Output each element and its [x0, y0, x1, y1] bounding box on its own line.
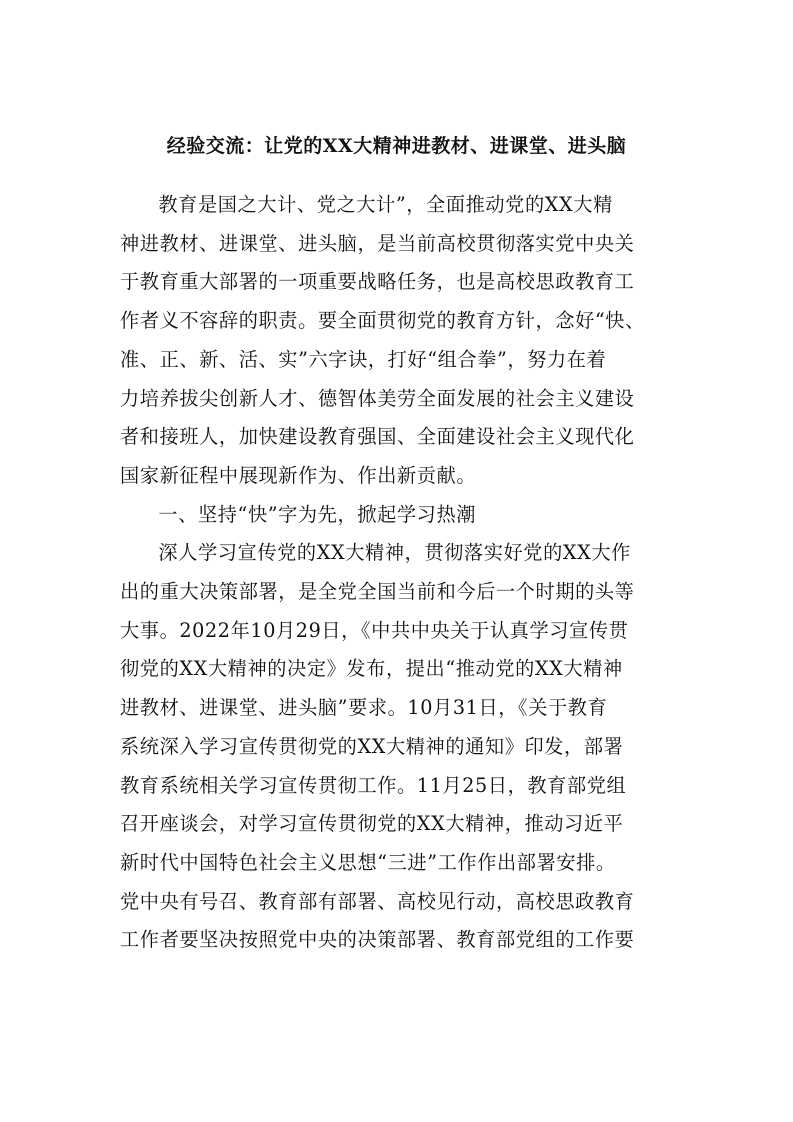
text-line: 工作者要坚决按照党中央的决策部署、教育部党组的工作要	[120, 928, 635, 952]
text-line: 召开座谈会，对学习宣传贯彻党的XX大精神，推动习近平	[120, 812, 624, 836]
text-line: 国家新征程中展现新作为、作出新贡献。	[120, 463, 477, 487]
document-title: 经验交流：让党的XX大精神进教材、进课堂、进头脑	[166, 135, 627, 157]
text-line: 深人学习宣传党的XX大精神，贯彻落实好党的XX大作	[158, 541, 631, 565]
text-line: 大事。2022年10月29日，《中共中央关于认真学习宣传贯	[120, 618, 629, 642]
text-line: 系统深入学习宣传贯彻党的XX大精神的通知》印发，部署	[120, 734, 624, 758]
text-line: 神进教材、进课堂、进头脑，是当前高校贯彻落实党中央关	[120, 231, 635, 255]
text-line: 彻党的XX大精神的决定》发布，提出“推动党的XX大精神	[120, 657, 623, 681]
text-line: 新时代中国特色社会主义思想“三进”工作作出部署安排。	[120, 850, 616, 874]
paragraph-section-one	[120, 534, 680, 960]
text-line: 准、正、新、活、实”六字诀，打好“组合拳”，努力在着	[120, 347, 607, 371]
section-heading-text: 一、坚持“快”字为先，掀起学习热潮	[158, 502, 477, 526]
text-line: 作者义不容辞的职责。要全面贯彻党的教育方针，念好“快、	[120, 309, 645, 333]
text-line: 于教育重大部署的一项重要战略任务，也是高校思政教育工	[120, 270, 635, 294]
text-line: 者和接班人，加快建设教育强国、全面建设社会主义现代化	[120, 425, 635, 449]
document-body	[120, 186, 680, 960]
section-heading	[120, 496, 680, 535]
text-line: 教育是国之大计、党之大计”，全面推动党的XX大精	[158, 193, 613, 216]
text-line: 进教材、进课堂、进头脑”要求。10月31日，《关于教育	[120, 696, 608, 720]
text-line: 教育系统相关学习宣传贯彻工作。11月25日，教育部党组	[120, 773, 627, 797]
text-line: 力培养拔尖创新人才、德智体美劳全面发展的社会主义建设	[120, 386, 635, 410]
text-line: 出的重大决策部署，是全党全国当前和今后一个时期的头等	[120, 580, 635, 604]
paragraph-intro	[120, 186, 680, 496]
text-line: 党中央有号召、教育部有部署、高校见行动，高校思政教育	[120, 889, 635, 913]
